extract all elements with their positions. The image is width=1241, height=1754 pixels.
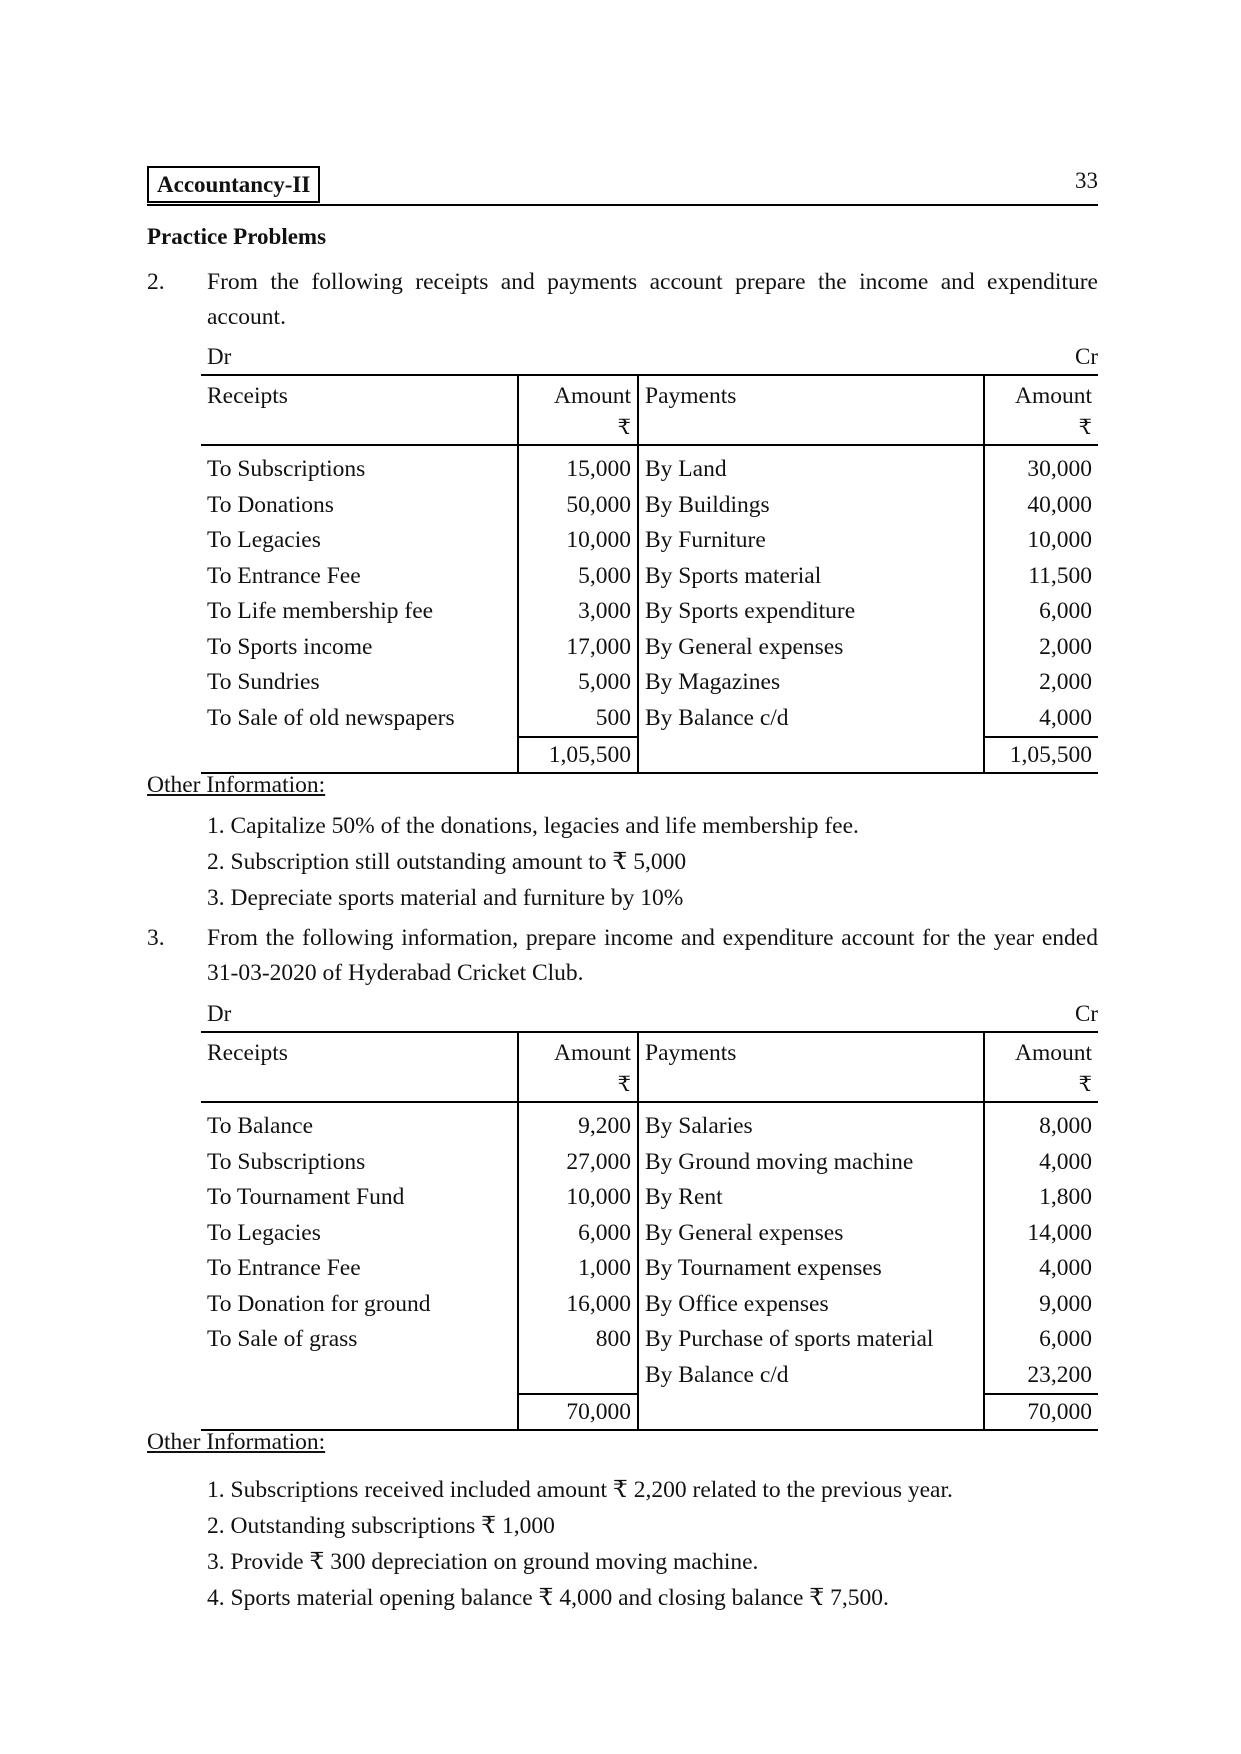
payment-item: By Balance c/d <box>638 701 984 738</box>
receipts-header: Receipts <box>201 375 518 410</box>
payments-header: Payments <box>638 1032 984 1067</box>
payment-amount: 30,000 <box>984 445 1098 488</box>
table-header-row <box>201 375 1098 410</box>
table-row <box>201 1251 1098 1287</box>
payment-amount: 9,000 <box>984 1287 1098 1323</box>
table-row <box>201 559 1098 595</box>
table-row <box>201 523 1098 559</box>
table-currency-row <box>201 1067 1098 1102</box>
receipt-item: To Subscriptions <box>207 456 366 483</box>
table-row <box>201 701 1098 738</box>
receipt-item: To Legacies <box>207 1219 321 1246</box>
payment-item: By Rent <box>638 1180 984 1216</box>
dr-label: Dr <box>207 344 232 369</box>
amount-header: Amount <box>984 1032 1098 1067</box>
table-row <box>201 1216 1098 1252</box>
receipt-amount: 500 <box>518 701 638 738</box>
receipt-item: To Life membership fee <box>207 598 434 625</box>
receipt-item: To Donations <box>207 491 334 518</box>
dr-label: Dr <box>207 1001 232 1026</box>
other-info-title: Other Information: <box>147 772 326 798</box>
payment-amount: 2,000 <box>984 630 1098 666</box>
receipt-item: To Tournament Fund <box>207 1184 405 1211</box>
table-row <box>201 1102 1098 1145</box>
payment-item: By Ground moving machine <box>638 1145 984 1181</box>
list-item: 3. Provide ₹ 300 depreciation on ground moving machine. <box>207 1549 759 1575</box>
receipt-amount <box>518 1358 638 1395</box>
other-info-title: Other Information: <box>147 1429 326 1455</box>
list-item: 4. Sports material opening balance ₹ 4,000 and closing balance ₹ 7,500. <box>207 1585 889 1611</box>
payment-item: By General expenses <box>638 630 984 666</box>
receipt-item: To Legacies <box>207 527 321 554</box>
receipt-item: To Sports income <box>207 633 373 660</box>
page-number: 33 <box>1075 168 1098 193</box>
table-row <box>201 1145 1098 1181</box>
list-item: 2. Outstanding subscriptions ₹ 1,000 <box>207 1513 555 1539</box>
receipt-amount: 800 <box>518 1322 638 1358</box>
other-info-list <box>207 808 859 916</box>
book-title: Accountancy-II <box>147 166 320 203</box>
problem-3 <box>147 921 1098 991</box>
cr-label: Cr <box>1075 1001 1098 1026</box>
receipt-amount: 10,000 <box>518 1180 638 1216</box>
problem-number: 2. <box>147 269 165 295</box>
payment-item: By Sports expenditure <box>638 594 984 630</box>
payment-amount: 6,000 <box>984 594 1098 630</box>
payment-amount: 4,000 <box>984 1145 1098 1181</box>
payment-item: By Magazines <box>638 665 984 701</box>
payment-item: By Land <box>638 445 984 488</box>
amount-header: Amount <box>518 1032 638 1067</box>
payment-item: By Balance c/d <box>638 1358 984 1395</box>
currency-symbol: ₹ <box>984 1067 1098 1102</box>
list-item: 1. Subscriptions received included amount ₹ 2,200 related to the previous year. <box>207 1477 953 1503</box>
receipt-item: To Entrance Fee <box>207 562 361 589</box>
page-header <box>147 166 1098 206</box>
receipt-item: To Sale of grass <box>207 1326 358 1353</box>
list-item: 3. Depreciate sports material and furniture by 10% <box>207 885 684 911</box>
list-item: 1. Capitalize 50% of the donations, legacies and life membership fee. <box>207 813 859 839</box>
receipt-amount: 27,000 <box>518 1145 638 1181</box>
dr-cr-labels <box>207 342 1098 372</box>
problem-text: From the following receipts and payments account prepare the income and expenditure account. <box>207 269 1098 330</box>
section-title: Practice Problems <box>147 224 327 249</box>
receipts-payments-table-1 <box>201 374 1098 774</box>
receipt-item: To Donation for ground <box>207 1290 431 1317</box>
other-info-list <box>207 1472 953 1616</box>
payment-amount: 6,000 <box>984 1322 1098 1358</box>
payment-amount: 4,000 <box>984 1251 1098 1287</box>
table-total-row <box>201 1394 1098 1430</box>
table-currency-row <box>201 410 1098 445</box>
receipt-amount: 5,000 <box>518 665 638 701</box>
table-row <box>201 488 1098 524</box>
receipt-amount: 16,000 <box>518 1287 638 1323</box>
total-payments: 1,05,500 <box>984 737 1098 773</box>
total-payments: 70,000 <box>984 1394 1098 1430</box>
amount-header: Amount <box>518 375 638 410</box>
cr-label: Cr <box>1075 344 1098 369</box>
payment-item: By Sports material <box>638 559 984 595</box>
payment-item: By Purchase of sports material <box>638 1322 984 1358</box>
table-header-row <box>201 1032 1098 1067</box>
payment-item: By Tournament expenses <box>638 1251 984 1287</box>
currency-symbol: ₹ <box>518 1067 638 1102</box>
payment-item: By Salaries <box>638 1102 984 1145</box>
problem-number: 3. <box>147 925 165 951</box>
table-row <box>201 1358 1098 1395</box>
payment-item: By General expenses <box>638 1216 984 1252</box>
payment-amount: 2,000 <box>984 665 1098 701</box>
payment-item: By Furniture <box>638 523 984 559</box>
table-row <box>201 1180 1098 1216</box>
receipt-item: To Balance <box>207 1113 314 1140</box>
payment-item: By Office expenses <box>638 1287 984 1323</box>
receipt-amount: 17,000 <box>518 630 638 666</box>
payments-header: Payments <box>638 375 984 410</box>
dr-cr-labels <box>207 999 1098 1029</box>
table-total-row <box>201 737 1098 773</box>
receipts-payments-table-2 <box>201 1031 1098 1431</box>
receipt-amount: 3,000 <box>518 594 638 630</box>
receipt-item: To Sundries <box>207 669 320 696</box>
receipt-item: To Subscriptions <box>207 1148 366 1175</box>
receipt-item: To Sale of old newspapers <box>207 705 455 732</box>
payment-amount: 8,000 <box>984 1102 1098 1145</box>
currency-symbol: ₹ <box>518 410 638 445</box>
table-row <box>201 1287 1098 1323</box>
payment-amount: 23,200 <box>984 1358 1098 1395</box>
receipt-amount: 10,000 <box>518 523 638 559</box>
list-item: 2. Subscription still outstanding amount to ₹ 5,000 <box>207 849 687 875</box>
total-receipts: 70,000 <box>518 1394 638 1430</box>
currency-symbol: ₹ <box>984 410 1098 445</box>
table-row <box>201 594 1098 630</box>
receipt-item: To Entrance Fee <box>207 1255 361 1282</box>
receipt-amount: 1,000 <box>518 1251 638 1287</box>
payment-item: By Buildings <box>638 488 984 524</box>
receipt-amount: 50,000 <box>518 488 638 524</box>
problem-2 <box>147 265 1098 335</box>
receipt-amount: 9,200 <box>518 1102 638 1145</box>
payment-amount: 4,000 <box>984 701 1098 738</box>
problem-text: From the following information, prepare income and expenditure account for the year ended 31-03-2020 of Hyderabad Cricket Club. <box>207 925 1098 986</box>
receipt-amount: 15,000 <box>518 445 638 488</box>
amount-header: Amount <box>984 375 1098 410</box>
receipts-header: Receipts <box>201 1032 518 1067</box>
payment-amount: 14,000 <box>984 1216 1098 1252</box>
payment-amount: 11,500 <box>984 559 1098 595</box>
receipt-item <box>201 1358 518 1395</box>
payment-amount: 10,000 <box>984 523 1098 559</box>
total-receipts: 1,05,500 <box>518 737 638 773</box>
payment-amount: 1,800 <box>984 1180 1098 1216</box>
table-row <box>201 665 1098 701</box>
table-row <box>201 630 1098 666</box>
table-row <box>201 445 1098 488</box>
receipt-amount: 5,000 <box>518 559 638 595</box>
receipt-amount: 6,000 <box>518 1216 638 1252</box>
payment-amount: 40,000 <box>984 488 1098 524</box>
table-row <box>201 1322 1098 1358</box>
